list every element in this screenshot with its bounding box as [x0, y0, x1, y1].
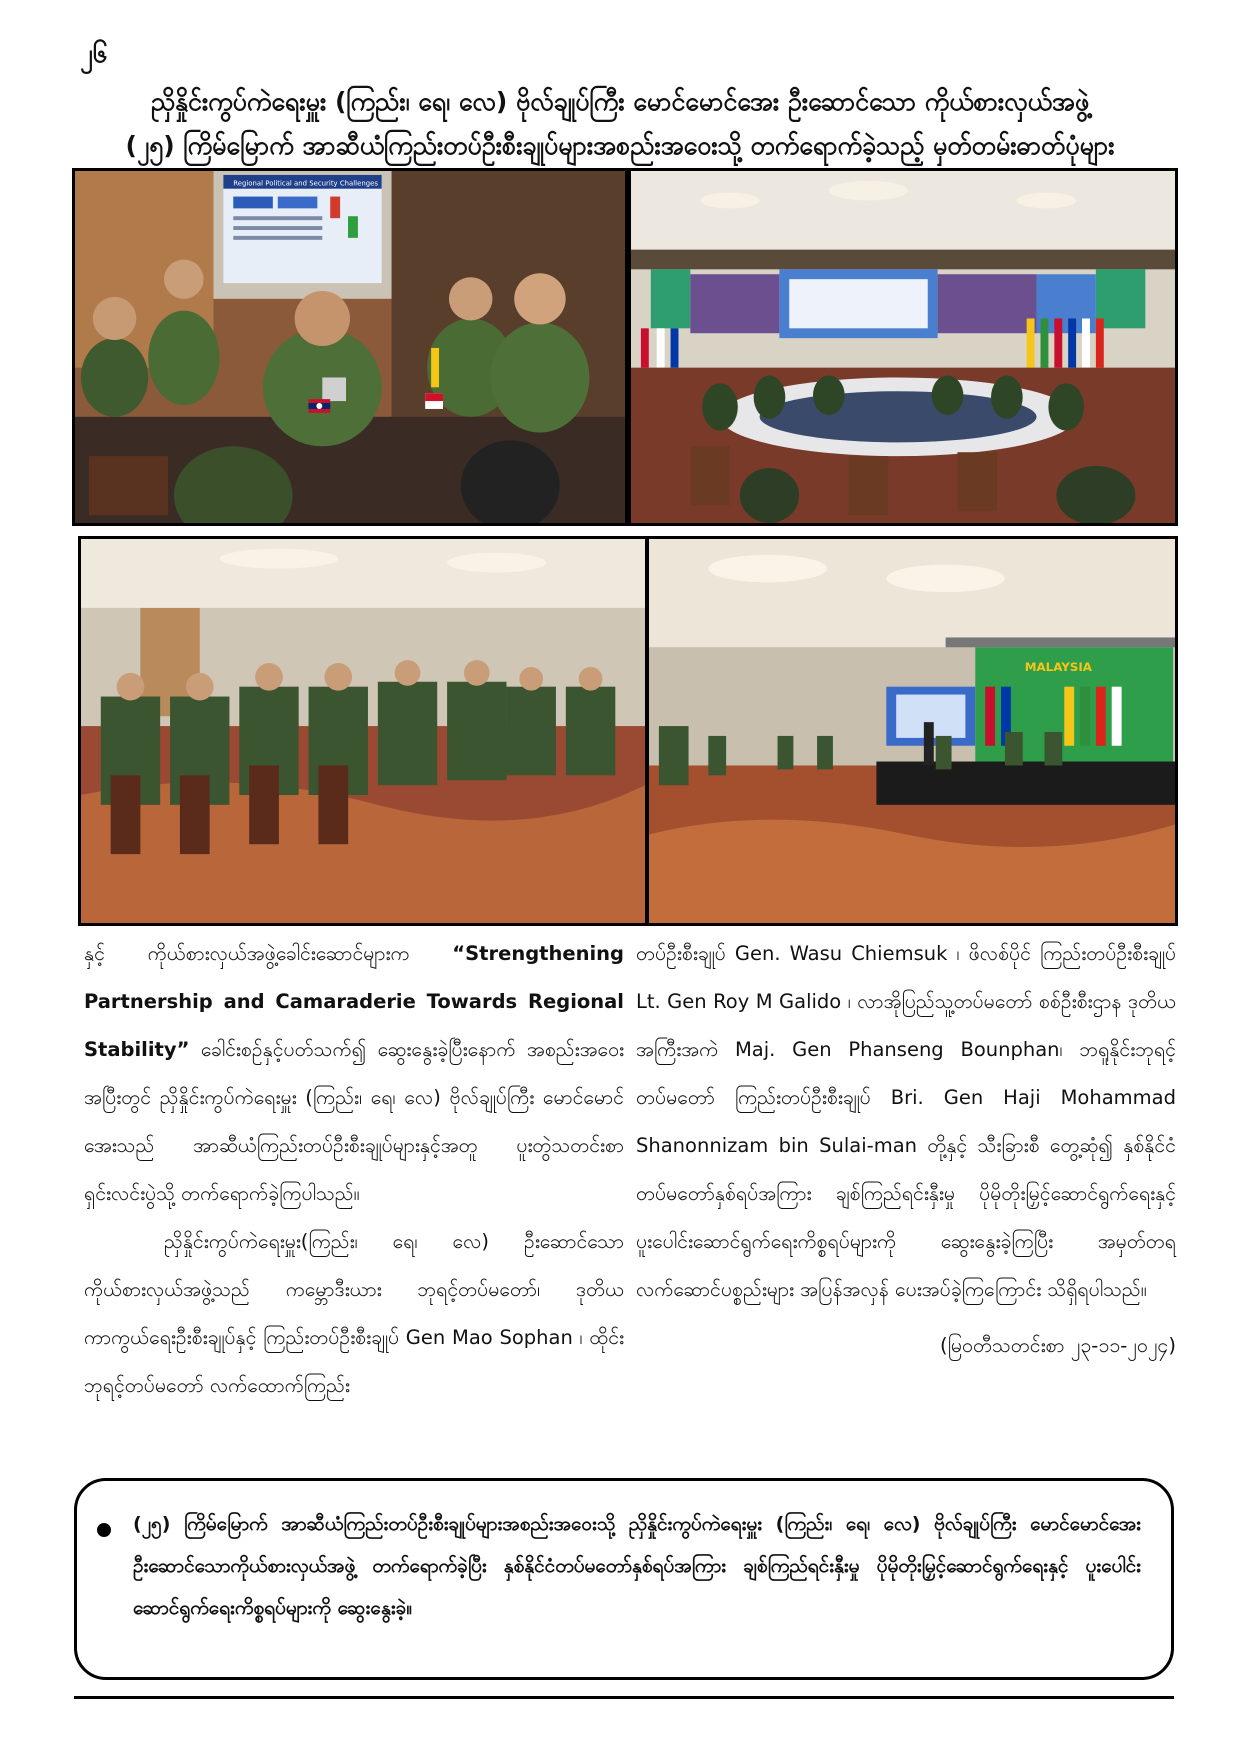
page-number: ၂၆ [80, 39, 108, 69]
bullet-icon [97, 1523, 111, 1537]
summary-text: (၂၅) ကြိမ်မြောက် အာဆီယံကြည်းတပ်ဦးစီးချုပ်များအစည်းအဝေးသို့ ညှိနှိုင်းကွပ်ကဲရေးမှူး (ကြည်း၊ ရေ၊ လေ) ဗိုလ်ချုပ်ကြီး မောင်မောင်အေး ဦးဆောင်သောကိုယ်စားလှယ်အဖွဲ့ တက်ရောက်ခဲ့ပြီး နှစ်နိုင်ငံတပ်မတော်နှစ်ရပ်အကြား ချစ်ကြည်ရင်းနှီးမှု ပိုမိုတိုးမြှင့်ဆောင်ရွက်ရေးနှင့် ပူးပေါင်းဆောင်ရွက်ရေးကိစ္စရပ်များကို ဆွေးနွေးခဲ့။ [133, 1513, 1141, 1619]
banner-text: MALAYSIA [1024, 659, 1092, 674]
summary-box [74, 1478, 1174, 1680]
page-title-line-2: (၂၅) ကြိမ်မြောက် အာဆီယံကြည်းတပ်ဦးစီးချုပ်များအစည်းအဝေးသို့ တက်ရောက်ခဲ့သည့် မှတ်တမ်းဓာတ်ပုံများ [125, 131, 1115, 160]
photo-hall-stage [646, 536, 1178, 926]
article-paragraph [84, 930, 624, 1218]
article-column-right [636, 930, 1176, 1370]
bottom-divider [74, 1696, 1174, 1699]
photo-meeting-closeup [72, 168, 628, 526]
source-citation: (မြဝတီသတင်းစာ ၂၃-၁၁-၂၀၂၄) [939, 1334, 1176, 1357]
page-title-line-1: ညှိနှိုင်းကွပ်ကဲရေးမှူး (ကြည်း၊ ရေ၊ လေ) ဗိုလ်ချုပ်ကြီး မောင်မောင်အေး ဦးဆောင်သော ကိုယ်စားလှယ်အဖွဲ့ [150, 87, 1090, 116]
article-column-left [84, 930, 624, 1410]
screen-title: Regional Political and Security Challenges [233, 179, 379, 188]
photo-conference-wide [628, 168, 1178, 526]
conference-theme: “Strengthening Partnership and Camaraderie Towards Regional Stability” [84, 942, 624, 1061]
photo-seated-delegates [78, 536, 648, 926]
article-text: ခေါင်းစဉ်နှင့်ပတ်သက်၍ ဆွေးနွေးခဲ့ပြီးနောက် အစည်းအဝေးအပြီးတွင် ညှိနှိုင်းကွပ်ကဲရေးမှူး (ကြည်း၊ ရေ၊ လေ) ဗိုလ်ချုပ်ကြီး မောင်မောင်အေးသည် အာဆီယံကြည်းတပ်ဦးစီးချုပ်များနှင့်အတူ ပူးတွဲသတင်းစာရှင်းလင်းပွဲသို့ တက်ရောက်ခဲ့ကြပါသည်။ [84, 1038, 624, 1205]
article-text: နှင့် ကိုယ်စားလှယ်အဖွဲ့ခေါင်းဆောင်များက [84, 942, 410, 965]
article-paragraph: ညှိနှိုင်းကွပ်ကဲရေးမှူး(ကြည်း၊ ရေ၊ လေ) ဦးဆောင်သော ကိုယ်စားလှယ်အဖွဲ့သည် ကမ္ဘောဒီးယား ဘုရင့်တပ်မတော်၊ ဒုတိယကာကွယ်ရေးဦးစီးချုပ်နှင့် ကြည်းတပ်ဦးစီးချုပ် Gen Mao Sophan ၊ ထိုင်းဘုရင့်တပ်မတော် လက်ထောက်ကြည်း [84, 1230, 624, 1397]
article-paragraph: တပ်ဦးစီးချုပ် Gen. Wasu Chiemsuk ၊ ဖိလစ်ပိုင် ကြည်းတပ်ဦးစီးချုပ် Lt. Gen Roy M Galido ၊ လာအိုပြည်သူ့တပ်မတော် စစ်ဦးစီးဌာန ဒုတိယအကြီးအကဲ Maj. Gen Phanseng Bounphan၊ ဘရူနိုင်းဘုရင့်တပ်မတော် ကြည်းတပ်ဦးစီးချုပ် Bri. Gen Haji Mohammad Shanonnizam bin Sulai-man တို့နှင့် သီးခြားစီ တွေ့ဆုံ၍ နှစ်နိုင်ငံ တပ်မတော်နှစ်ရပ်အကြား ချစ်ကြည်ရင်းနှီးမှု ပိုမိုတိုးမြှင့်ဆောင်ရွက်ရေးနှင့် ပူးပေါင်းဆောင်ရွက်ရေးကိစ္စရပ်များကို ဆွေးနွေးခဲ့ကြပြီး အမှတ်တရ လက်ဆောင်ပစ္စည်းများ အပြန်အလှန် ပေးအပ်ခဲ့ကြကြောင်း သိရှိရပါသည်။ [636, 942, 1176, 1301]
